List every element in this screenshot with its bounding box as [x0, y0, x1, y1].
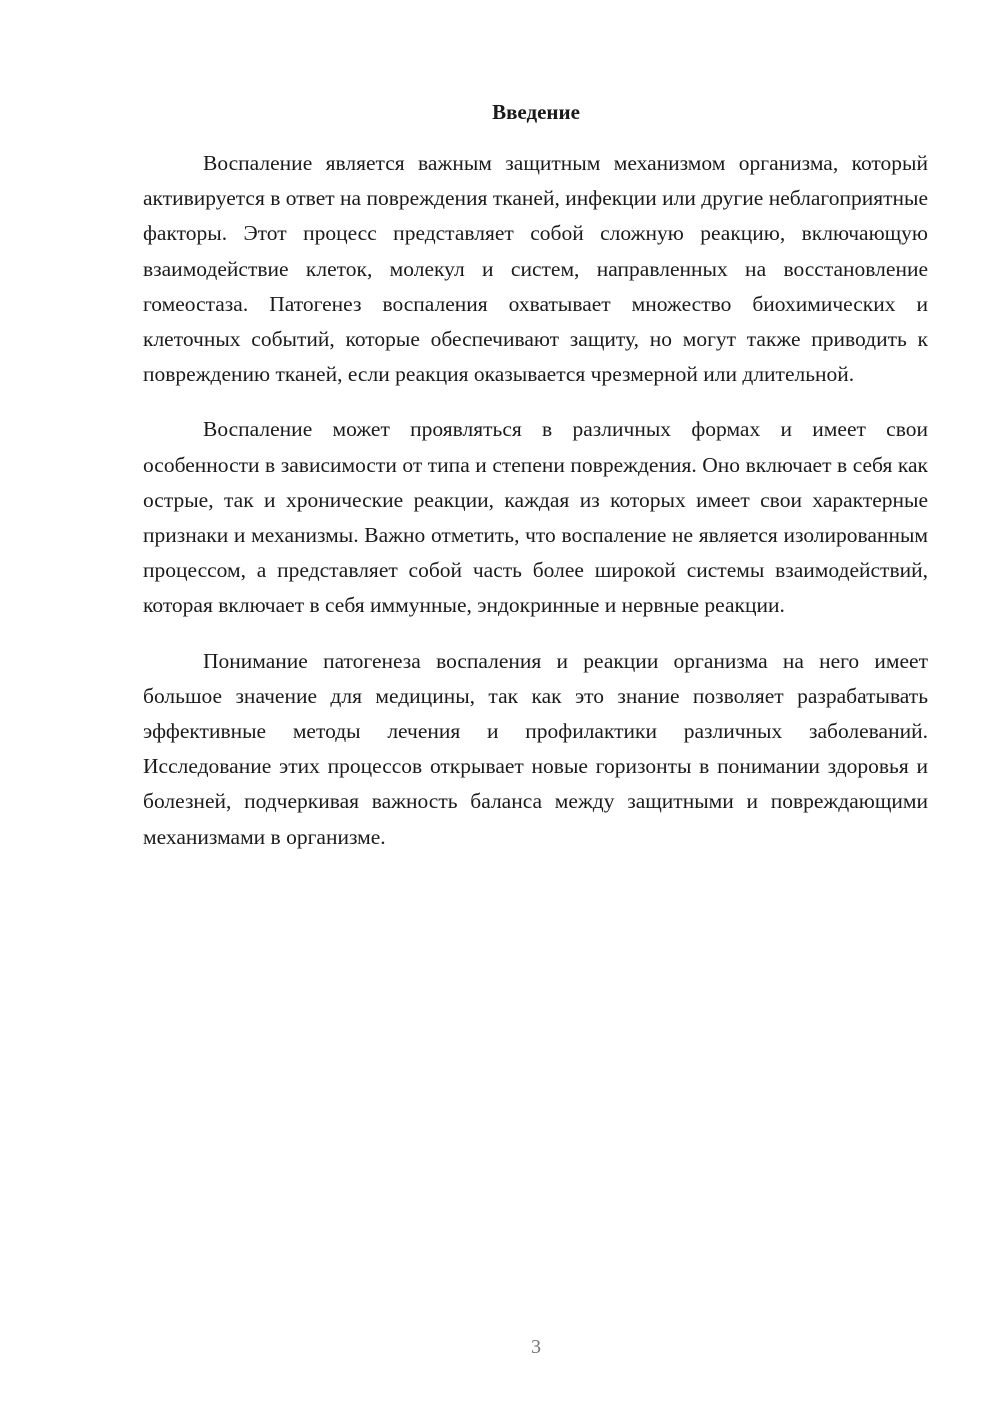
body-text	[143, 146, 928, 875]
page-number: 3	[531, 1336, 541, 1358]
section-title: Введение	[492, 100, 580, 124]
paragraph-2: Воспаление может проявляться в различных формах и имеет свои особенности в зависимости от типа и степени повреждения. Оно включает в себя как острые, так и хронические реакции, каждая из которых имеет свои характерные признаки и механизмы. Важно отметить, что воспаление не является изолированным процессом, а представляет собой часть более широкой системы взаимодействий, которая включает в себя иммунные, эндокринные и нервные реакции.	[143, 417, 928, 618]
paragraph-3: Понимание патогенеза воспаления и реакции организма на него имеет большое значение для медицины, так как это знание позволяет разрабатывать эффективные методы лечения и профилактики различных заболеваний. Исследование этих процессов открывает новые горизонты в понимании здоровья и болезней, подчеркивая важность баланса между защитными и повреждающими механизмами в организме.	[143, 648, 928, 849]
paragraph-1: Воспаление является важным защитным механизмом организма, который активируется в ответ на повреждения тканей, инфекции или другие неблагоприятные факторы. Этот процесс представляет собой сложную реакцию, включающую взаимодействие клеток, молекул и систем, направленных на восстановление гомеостаза. Патогенез воспаления охватывает множество биохимических и клеточных событий, которые обеспечивают защиту, но могут также приводить к повреждению тканей, если реакция оказывается чрезмерной или длительной.	[143, 151, 928, 387]
